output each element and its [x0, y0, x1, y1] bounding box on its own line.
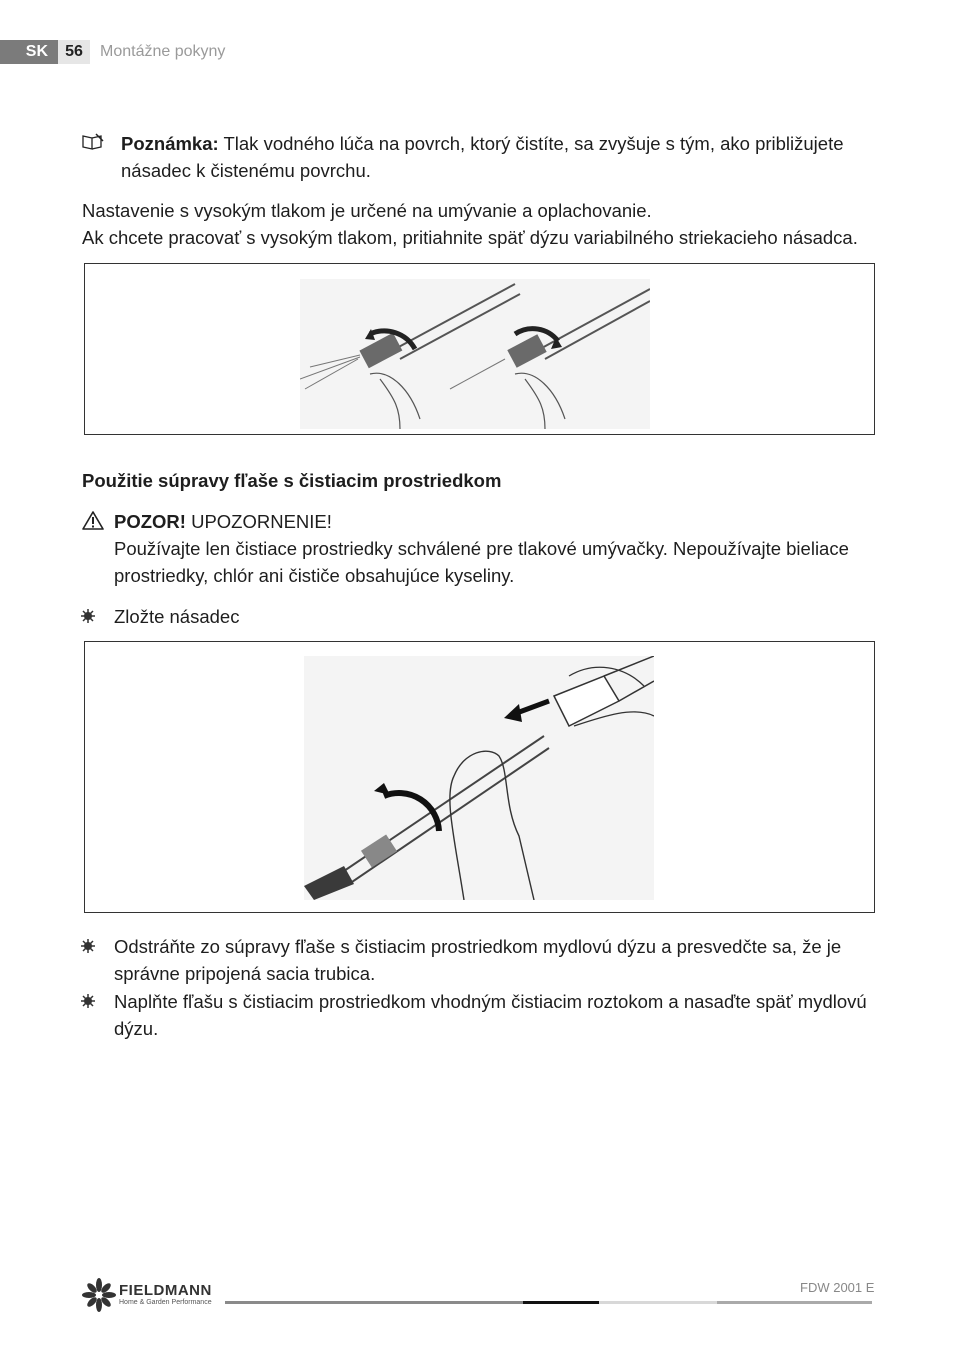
- language-badge: SK: [0, 40, 58, 64]
- page-number: 56: [58, 40, 90, 64]
- note-line1: Tlak vodného lúča na povrch, ktorý čistíte, sa zvyšuje s tým, ako približujete: [223, 133, 844, 154]
- bullet-icon: [81, 609, 95, 623]
- step3-line2: dýzu.: [114, 1018, 159, 1039]
- model-number: FDW 2001 E: [800, 1280, 875, 1295]
- section-heading: Použitie súpravy fľaše s čistiacim prostriedkom: [82, 470, 502, 491]
- note-label: Poznámka:: [121, 133, 219, 154]
- footer-rule: [717, 1301, 872, 1304]
- warning-label: POZOR!: [114, 511, 186, 532]
- warning-line1: Používajte len čistiace prostriedky schválené pre tlakové umývačky. Nepoužívajte bieliace: [114, 538, 849, 559]
- step2-line1: Odstráňte zo súpravy fľaše s čistiacim prostriedkom mydlovú dýzu a presvedčte sa, že je: [114, 936, 842, 957]
- footer-rule: [599, 1301, 717, 1304]
- fieldmann-logo-icon: [82, 1278, 116, 1312]
- para1-line1: Nastavenie s vysokým tlakom je určené na umývanie a oplachovanie.: [82, 200, 652, 221]
- step3-text: [114, 988, 889, 1042]
- warning-triangle-icon: [82, 510, 104, 530]
- brand-tagline: Home & Garden Performance: [119, 1299, 212, 1306]
- pressure-paragraph: [82, 197, 882, 251]
- brand-name: FIELDMANN: [119, 1282, 212, 1299]
- note-text: [121, 130, 881, 184]
- step2-text: [114, 933, 884, 987]
- section-title: Montážne pokyny: [100, 43, 226, 60]
- footer-rule: [225, 1301, 523, 1304]
- note-book-icon: [82, 133, 104, 151]
- figure-nozzle-adjust: [84, 263, 875, 435]
- para1-line2: Ak chcete pracovať s vysokým tlakom, pritiahnite späť dýzu variabilného striekacieho násadca.: [82, 227, 858, 248]
- step1-text: Zložte násadec: [114, 606, 240, 627]
- remove-nozzle-illustration: [304, 656, 654, 900]
- footer-rule: [523, 1301, 599, 1304]
- note-line2: násadec k čistenému povrchu.: [121, 160, 371, 181]
- bullet-icon: [81, 939, 95, 953]
- step3-line1: Naplňte fľašu s čistiacim prostriedkom vhodným čistiacim roztokom a nasaďte späť mydlovú: [114, 991, 867, 1012]
- step2-line2: správne pripojená sacia trubica.: [114, 963, 376, 984]
- figure-remove-nozzle: [84, 641, 875, 913]
- bullet-icon: [81, 994, 95, 1008]
- warning-label2: UPOZORNENIE!: [191, 511, 332, 532]
- nozzle-adjust-illustration: [300, 279, 650, 429]
- warning-text: [114, 508, 884, 589]
- warning-line2: prostriedky, chlór ani čističe obsahujúce kyseliny.: [114, 565, 515, 586]
